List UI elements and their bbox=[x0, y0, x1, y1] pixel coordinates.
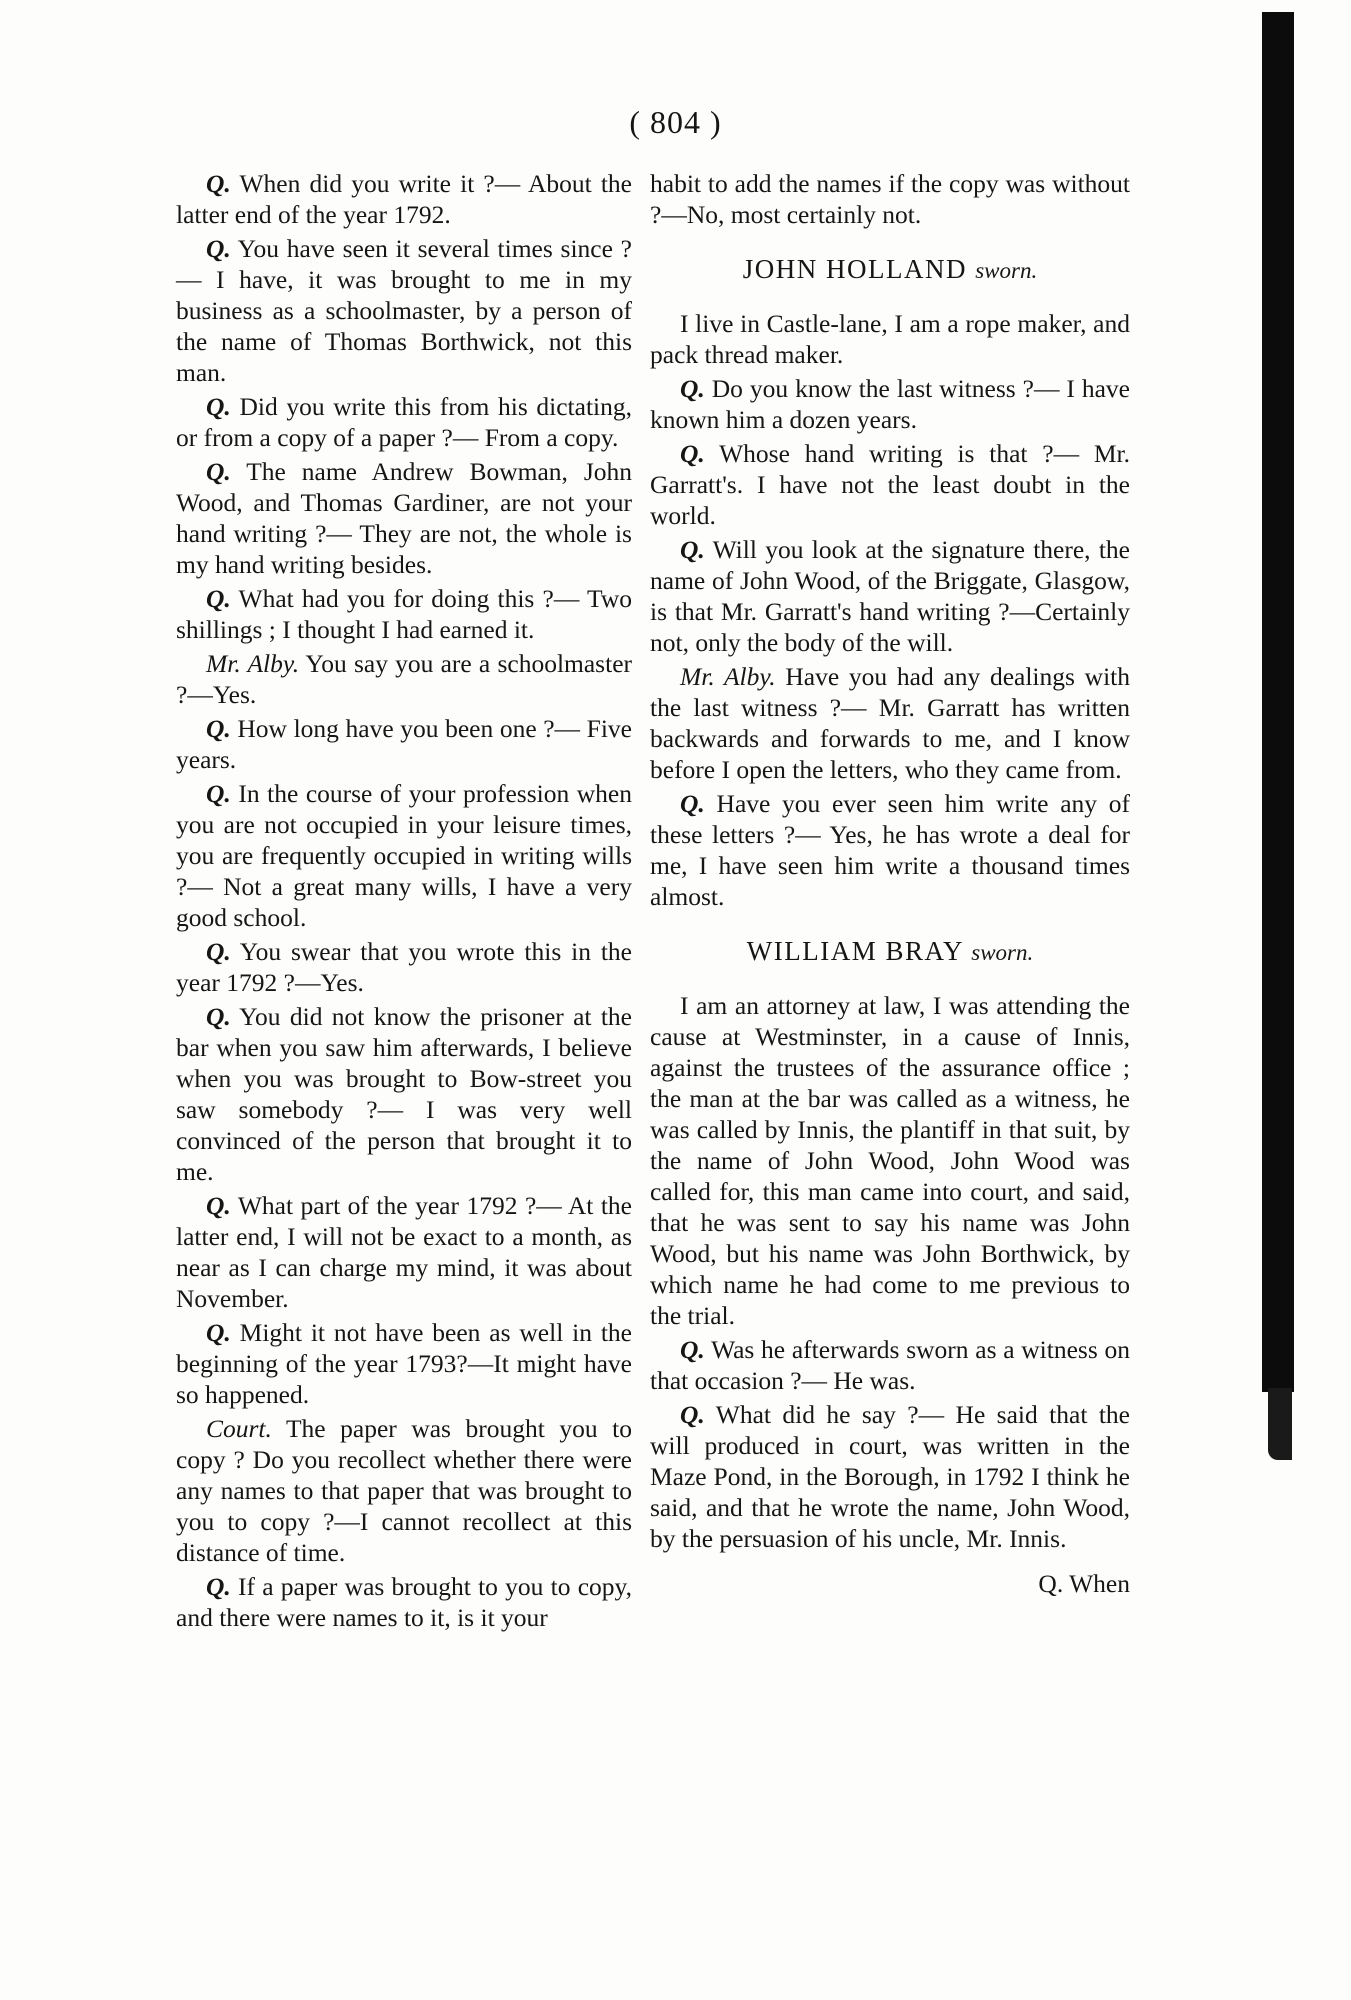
testimony-paragraph bbox=[650, 438, 1130, 531]
sworn-label: sworn. bbox=[971, 940, 1034, 965]
paragraph-text: Did you write this from his dictating, or from a copy of a paper ?— From a copy. bbox=[176, 392, 632, 452]
paragraph-text: If a paper was brought to you to copy, and there were names to it, is it your bbox=[176, 1572, 632, 1632]
left-column bbox=[176, 168, 632, 1636]
right-column bbox=[650, 168, 1130, 1599]
paragraph-text: You have seen it several times since ?— I have, it was brought to me in my business as a schoolmaster, by a person of the name of Thomas Borthwick, not this man. bbox=[176, 234, 632, 387]
question-marker: Q. bbox=[206, 1318, 231, 1347]
testimony-paragraph bbox=[176, 936, 632, 998]
paragraph-text: Have you had any dealings with the last witness ?— Mr. Garratt has written backwards and forwards to me, and I know before I open the letters, who they came from. bbox=[650, 662, 1130, 784]
testimony-paragraph bbox=[650, 1399, 1130, 1554]
testimony-paragraph bbox=[176, 1317, 632, 1410]
paragraph-text: Have you ever seen him write any of these letters ?— Yes, he has wrote a deal for me, I have seen him write a thousand times almost. bbox=[650, 789, 1130, 911]
testimony-paragraph bbox=[650, 373, 1130, 435]
paragraph-text: I live in Castle-lane, I am a rope maker, and pack thread maker. bbox=[650, 309, 1130, 369]
paragraph-text: The name Andrew Bowman, John Wood, and Thomas Gardiner, are not your hand writing ?— They are not, the whole is my hand writing besides. bbox=[176, 457, 632, 579]
question-marker: Q. bbox=[206, 779, 231, 808]
paragraph-text: Whose hand writing is that ?— Mr. Garratt's. I have not the least doubt in the world. bbox=[650, 439, 1130, 530]
paragraph-text: What part of the year 1792 ?— At the latter end, I will not be exact to a month, as near as I can charge my mind, it was about November. bbox=[176, 1191, 632, 1313]
question-marker: Q. bbox=[206, 714, 231, 743]
paragraph-text: You swear that you wrote this in the year 1792 ?—Yes. bbox=[176, 937, 632, 997]
sworn-label: sworn. bbox=[975, 258, 1038, 283]
testimony-paragraph bbox=[176, 1413, 632, 1568]
question-marker: Q. bbox=[206, 1572, 231, 1601]
question-marker: Q. bbox=[680, 535, 705, 564]
paragraph-text: Might it not have been as well in the beginning of the year 1793?—It might have so happened. bbox=[176, 1318, 632, 1409]
question-marker: Q. bbox=[680, 1335, 705, 1364]
paragraph-text: The paper was brought you to copy ? Do you recollect whether there were any names to that paper that was brought to you to copy ?—I cannot recollect at this distance of time. bbox=[176, 1414, 632, 1567]
question-marker: Q. bbox=[680, 439, 705, 468]
testimony-paragraph bbox=[650, 534, 1130, 658]
question-marker: Q. bbox=[206, 169, 231, 198]
testimony-paragraph bbox=[650, 1334, 1130, 1396]
testimony-paragraph bbox=[176, 1001, 632, 1187]
page-edge-shadow bbox=[1262, 12, 1294, 1392]
paragraph-text: I am an attorney at law, I was attending the cause at Westminster, in a cause of Innis, against the trustees of the assurance office ; the man at the bar was called as a witness, he was called by Innis, the plantiff in that suit, by the name of John Wood, John Wood was called for, this man came into court, and said, that he was sent to say his name was John Wood, but his name was John Borthwick, by which name he had come to me previous to the trial. bbox=[650, 991, 1130, 1330]
testimony-paragraph bbox=[176, 778, 632, 933]
testimony-paragraph bbox=[176, 713, 632, 775]
question-marker: Q. bbox=[206, 457, 231, 486]
question-marker: Q. bbox=[680, 374, 705, 403]
testimony-paragraph bbox=[176, 233, 632, 388]
catchword: Q. When bbox=[1038, 1569, 1130, 1598]
paragraph-text: Will you look at the signature there, the name of John Wood, of the Briggate, Glasgow, is that Mr. Garratt's hand writing ?—Certainly not, only the body of the will. bbox=[650, 535, 1130, 657]
question-marker: Q. bbox=[680, 789, 705, 818]
testimony-paragraph bbox=[176, 456, 632, 580]
paragraph-text: You say you are a schoolmaster ?—Yes. bbox=[176, 649, 632, 709]
question-marker: Q. bbox=[206, 1002, 231, 1031]
paragraph-text: What did he say ?— He said that the will produced in court, was written in the Maze Pond, in the Borough, in 1792 I think he said, and that he wrote the name, John Wood, by the persuasion of his uncle, Mr. Innis. bbox=[650, 1400, 1130, 1553]
question-marker: Q. bbox=[206, 1191, 231, 1220]
witness-name: JOHN HOLLAND bbox=[742, 254, 967, 284]
testimony-paragraph bbox=[650, 661, 1130, 785]
testimony-paragraph bbox=[650, 308, 1130, 370]
speaker-name: Mr. Alby. bbox=[206, 649, 300, 678]
testimony-paragraph bbox=[176, 583, 632, 645]
speaker-name: Court. bbox=[206, 1414, 272, 1443]
question-marker: Q. bbox=[680, 1400, 705, 1429]
paragraph-text: How long have you been one ?— Five years. bbox=[176, 714, 632, 774]
page-number: ( 804 ) bbox=[629, 104, 722, 140]
witness-name: WILLIAM BRAY bbox=[746, 936, 963, 966]
continuation-text: habit to add the names if the copy was without ?—No, most certainly not. bbox=[650, 169, 1130, 229]
testimony-paragraph bbox=[176, 1190, 632, 1314]
question-marker: Q. bbox=[206, 937, 231, 966]
paragraph-text: When did you write it ?— About the latter end of the year 1792. bbox=[176, 169, 632, 229]
question-marker: Q. bbox=[206, 392, 231, 421]
testimony-paragraph bbox=[176, 1571, 632, 1633]
testimony-paragraph bbox=[650, 788, 1130, 912]
witness-sections bbox=[650, 254, 1130, 1554]
paragraph-text: In the course of your profession when you are not occupied in your leisure times, you are frequently occupied in writing wills ?— Not a great many wills, I have a very good school. bbox=[176, 779, 632, 932]
testimony-paragraph bbox=[176, 391, 632, 453]
paragraph-text: Do you know the last witness ?— I have known him a dozen years. bbox=[650, 374, 1130, 434]
testimony-paragraph bbox=[176, 168, 632, 230]
testimony-paragraph bbox=[176, 648, 632, 710]
witness-heading bbox=[650, 936, 1130, 968]
speaker-name: Mr. Alby. bbox=[680, 662, 776, 691]
witness-heading bbox=[650, 254, 1130, 286]
paragraph-text: Was he afterwards sworn as a witness on that occasion ?— He was. bbox=[650, 1335, 1130, 1395]
page-edge-shadow-tail bbox=[1268, 1388, 1292, 1460]
question-marker: Q. bbox=[206, 234, 231, 263]
testimony-paragraph bbox=[650, 990, 1130, 1331]
question-marker: Q. bbox=[206, 584, 231, 613]
paragraph-text: What had you for doing this ?— Two shillings ; I thought I had earned it. bbox=[176, 584, 632, 644]
paragraph-text: You did not know the prisoner at the bar when you saw him afterwards, I believe when you was brought to Bow-street you saw somebody ?— I was very well convinced of the person that brought it to me. bbox=[176, 1002, 632, 1186]
